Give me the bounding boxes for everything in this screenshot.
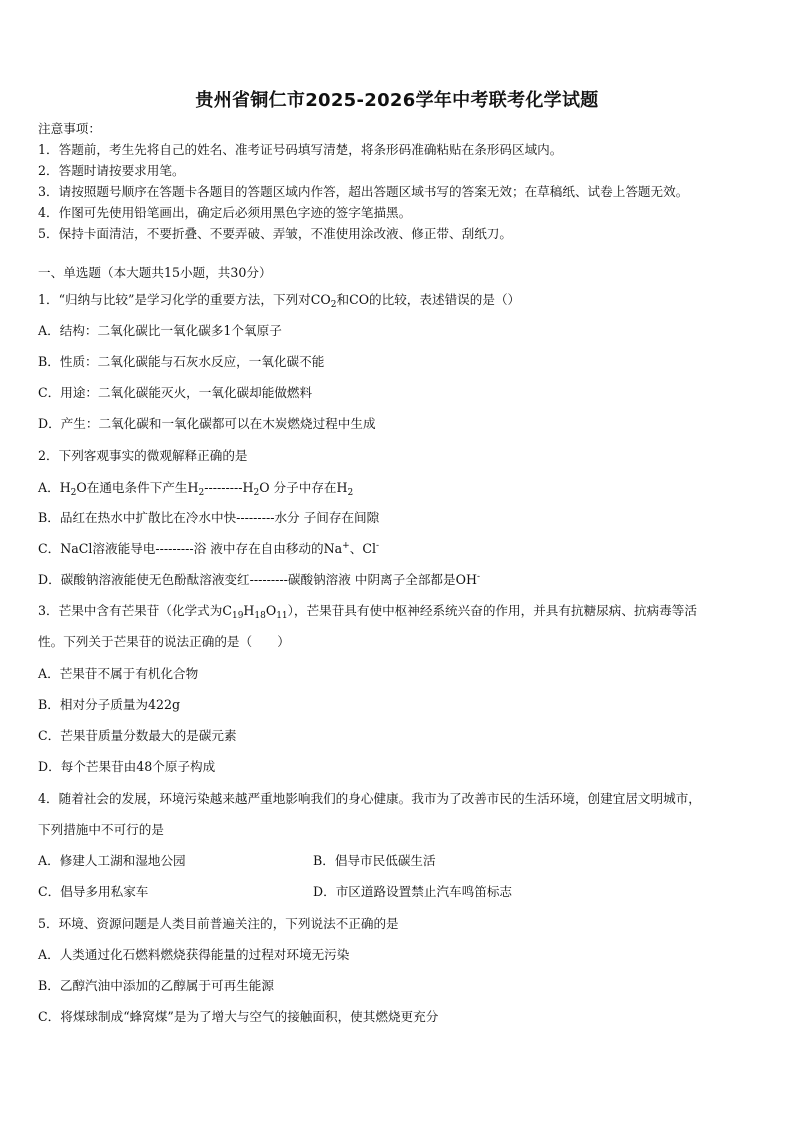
question-1-option-d: D．产生：二氧化碳和一氧化碳都可以在木炭燃烧过程中生成: [38, 416, 376, 431]
question-4-option-a: A．修建人工湖和湿地公园: [38, 853, 186, 868]
question-2-option-b: B．品红在热水中扩散比在冷水中快---------水分 子间存在间隙: [38, 510, 380, 525]
question-4-option-b: B．倡导市民低碳生活: [313, 853, 436, 868]
question-5-option-c: C．将煤球制成“蜂窝煤”是为了增大与空气的接触面积，使其燃烧更充分: [38, 1009, 439, 1024]
notice-item-5: 5．保持卡面清洁，不要折叠、不要弄破、弄皱，不准使用涂改液、修正带、刮纸刀。: [38, 226, 512, 241]
question-1-option-a: A．结构：二氧化碳比一氧化碳多1个氧原子: [38, 323, 282, 338]
notice-item-4: 4．作图可先使用铅笔画出，确定后必须用黑色字迹的签字笔描黑。: [38, 205, 412, 220]
question-5-option-a: A．人类通过化石燃料燃烧获得能量的过程对环境无污染: [38, 947, 350, 962]
question-3-option-d: D．每个芒果苷由48个原子构成: [38, 759, 216, 774]
question-3-option-c: C．芒果苷质量分数最大的是碳元素: [38, 728, 237, 743]
question-5-stem: 5．环境、资源问题是人类目前普遍关注的，下列说法不正确的是: [38, 916, 399, 931]
question-3-option-a: A．芒果苷不属于有机化合物: [38, 666, 199, 681]
question-1-option-b: B．性质：二氧化碳能与石灰水反应，一氧化碳不能: [38, 354, 325, 369]
question-2-option-c: C．NaCl溶液能导电---------浴 液中存在自由移动的Na+、Cl-: [38, 541, 380, 556]
question-2-option-d: D．碳酸钠溶液能使无色酚酞溶液变红---------碳酸钠溶液 中阴离子全部都是OH-: [38, 572, 480, 587]
question-3-option-b: B．相对分子质量为422g: [38, 697, 181, 712]
question-4-option-d: D．市区道路设置禁止汽车鸣笛标志: [313, 884, 513, 899]
question-2-stem: 2．下列客观事实的微观解释正确的是: [38, 448, 248, 463]
question-3-stem-line-1: 3．芒果中含有芒果苷（化学式为$C_{19}H_{18}O_{11}$），芒果苷具有使中枢神经系统兴奋的作用，并具有抗糖尿病、抗病毒等活: [38, 603, 697, 621]
notice-heading: 注意事项：: [38, 121, 101, 136]
page-title: 贵州省铜仁市2025-2026学年中考联考化学试题: [195, 90, 599, 111]
question-1-stem: 1．“归纳与比较”是学习化学的重要方法，下列对$CO_2$和CO的比较，表述错误的是（）: [38, 292, 521, 310]
question-5-option-b: B．乙醇汽油中添加的乙醇属于可再生能源: [38, 978, 274, 993]
question-4-stem-line-1: 4．随着社会的发展，环境污染越来越严重地影响我们的身心健康。我市为了改善市民的生活环境，创建宜居文明城市，: [38, 791, 701, 806]
notice-item-3: 3．请按照题号顺序在答题卡各题目的答题区域内作答，超出答题区域书写的答案无效；在草稿纸、试卷上答题无效。: [38, 184, 689, 199]
question-2-option-a: A．$H_2O$在通电条件下产生$H_2---------H_2O$ 分子中存在$H_2$: [38, 480, 354, 498]
notice-item-2: 2．答题时请按要求用笔。: [38, 163, 185, 178]
question-4-option-c: C．倡导多用私家车: [38, 884, 149, 899]
question-3-stem-line-2: 性。下列关于芒果苷的说法正确的是（ ）: [38, 634, 290, 649]
question-1-option-c: C．用途：二氧化碳能灭火，一氧化碳却能做燃料: [38, 385, 313, 400]
section-heading: 一、单选题（本大题共15小题，共30分）: [38, 265, 272, 280]
question-4-stem-line-2: 下列措施中不可行的是: [38, 822, 164, 837]
notice-item-1: 1．答题前，考生先将自己的姓名、准考证号码填写清楚，将条形码准确粘贴在条形码区域内。: [38, 142, 563, 157]
